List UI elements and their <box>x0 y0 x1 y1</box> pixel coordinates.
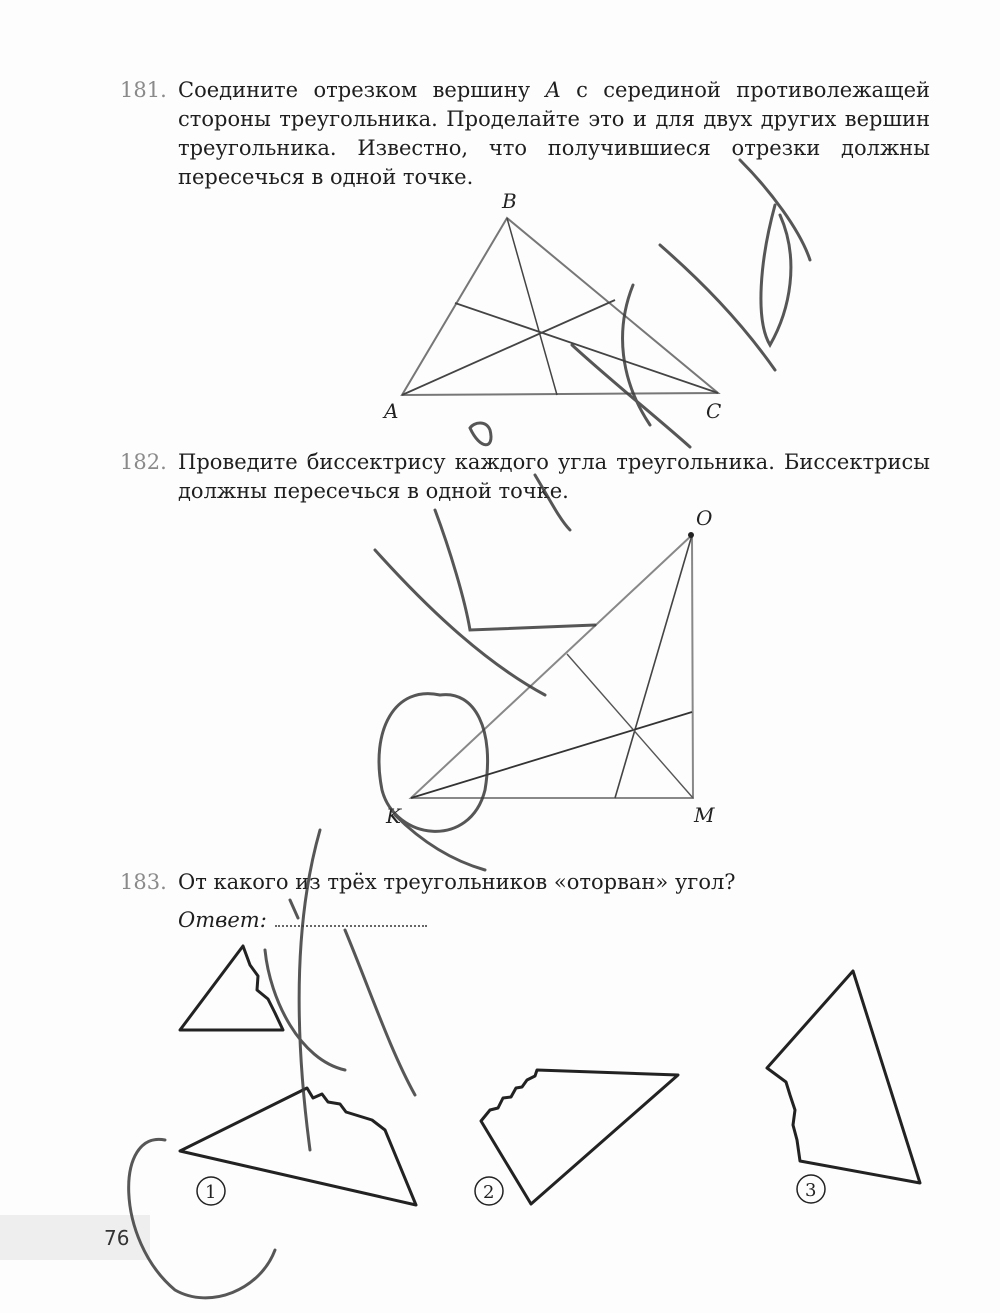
vertex-label-c: C <box>706 399 722 423</box>
vertex-label-a: A <box>384 399 399 423</box>
option-2-triangle[interactable] <box>475 1070 678 1205</box>
option-label: 3 <box>805 1180 817 1201</box>
page-number: 76 <box>104 1226 130 1250</box>
triangle-okm-figure <box>385 506 715 828</box>
vertex-label-k: K <box>386 804 401 828</box>
answer-label: Ответ: <box>178 908 267 932</box>
option-label: 1 <box>205 1182 217 1203</box>
vertex-label-o: O <box>696 506 713 530</box>
exercise-text: От какого из трёх треугольников «оторван» угол? <box>178 870 736 894</box>
exercise-number: 181. <box>120 78 167 102</box>
option-1-triangle[interactable] <box>180 1088 416 1205</box>
vertex-label-m: M <box>694 803 715 827</box>
exercise-number: 183. <box>120 870 167 894</box>
exercise-number: 182. <box>120 450 167 474</box>
exercise-text: Соедините отрезком вершину A с серединой противолежащей стороны треугольника. Проделайте это и для двух других вершин треугольника. Известно, что получившиеся отрезки должны пересечься в одной точке. <box>178 78 930 189</box>
option-label: 2 <box>483 1182 495 1203</box>
vertex-label-b: B <box>502 189 517 213</box>
triangle-abc-figure <box>382 189 721 423</box>
exercise-text: Проведите биссектрису каждого угла треугольника. Биссектрисы должны пересечься в одной точке. <box>178 450 930 503</box>
option-3-triangle[interactable] <box>767 971 920 1203</box>
